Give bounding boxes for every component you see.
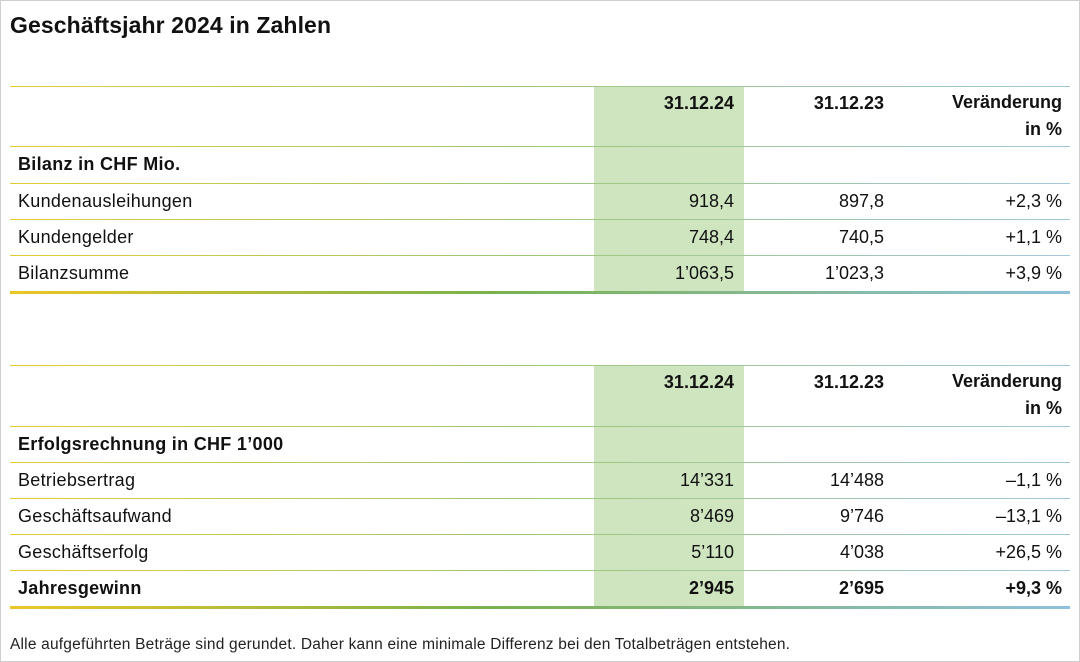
balance-table <box>10 86 1070 298</box>
value-2024: 1’063,5 <box>674 263 734 283</box>
value-change: +2,3 % <box>1005 191 1062 211</box>
column-header-2024: 31.12.24 <box>663 93 734 113</box>
value-2024: 14’331 <box>679 470 734 490</box>
value-2023: 14’488 <box>829 470 884 490</box>
row-rule <box>10 146 1070 147</box>
income-table <box>10 365 1070 615</box>
row-rule <box>10 183 1070 184</box>
value-2024: 8’469 <box>689 506 734 526</box>
row-rule <box>10 365 1070 366</box>
total-value-2023: 2’695 <box>838 578 884 598</box>
row-label: Betriebsertrag <box>18 470 136 490</box>
value-change: –1,1 % <box>1005 470 1062 490</box>
row-label: Kundengelder <box>18 227 134 247</box>
table-bottom-rule <box>10 291 1070 294</box>
column-header-change-line1: Veränderung <box>951 371 1062 391</box>
column-header-change <box>952 89 1062 143</box>
column-header-change-line1: Veränderung <box>951 92 1062 112</box>
value-2023: 9’746 <box>839 506 884 526</box>
value-change: +3,9 % <box>1005 263 1062 283</box>
total-value-2024: 2’945 <box>688 578 734 598</box>
column-header-2023: 31.12.23 <box>813 372 884 392</box>
column-header-2023: 31.12.23 <box>813 93 884 113</box>
column-header-change-line2: in % <box>1024 398 1062 418</box>
row-rule <box>10 426 1070 427</box>
row-rule <box>10 534 1070 535</box>
value-2023: 740,5 <box>838 227 884 247</box>
footnote: Alle aufgeführten Beträge sind gerundet. Daher kann eine minimale Differenz bei den Totalbeträgen entstehen. <box>10 636 791 653</box>
total-row-label: Jahresgewinn <box>18 578 142 598</box>
row-rule <box>10 498 1070 499</box>
section-label: Erfolgsrechnung in CHF 1’000 <box>18 434 284 454</box>
value-2024: 5’110 <box>691 542 734 562</box>
page-title: Geschäftsjahr 2024 in Zahlen <box>10 12 332 38</box>
value-change: +26,5 % <box>995 542 1062 562</box>
row-label: Bilanzsumme <box>18 263 130 283</box>
row-rule <box>10 219 1070 220</box>
row-rule <box>10 255 1070 256</box>
row-label: Kundenausleihungen <box>18 191 193 211</box>
value-change: –13,1 % <box>995 506 1062 526</box>
column-header-change-line2: in % <box>1024 119 1062 139</box>
value-2024: 918,4 <box>688 191 734 211</box>
column-header-change <box>952 368 1062 422</box>
table-bottom-rule <box>10 606 1070 609</box>
row-rule <box>10 462 1070 463</box>
value-2023: 897,8 <box>838 191 884 211</box>
column-header-2024: 31.12.24 <box>663 372 734 392</box>
value-2023: 1’023,3 <box>824 263 884 283</box>
value-2024: 748,4 <box>688 227 734 247</box>
total-value-change: +9,3 % <box>1005 578 1062 598</box>
value-2023: 4’038 <box>839 542 884 562</box>
row-rule <box>10 86 1070 87</box>
section-label: Bilanz in CHF Mio. <box>18 154 181 174</box>
row-rule <box>10 570 1070 571</box>
value-change: +1,1 % <box>1005 227 1062 247</box>
row-label: Geschäftserfolg <box>18 542 149 562</box>
row-label: Geschäftsaufwand <box>18 506 172 526</box>
